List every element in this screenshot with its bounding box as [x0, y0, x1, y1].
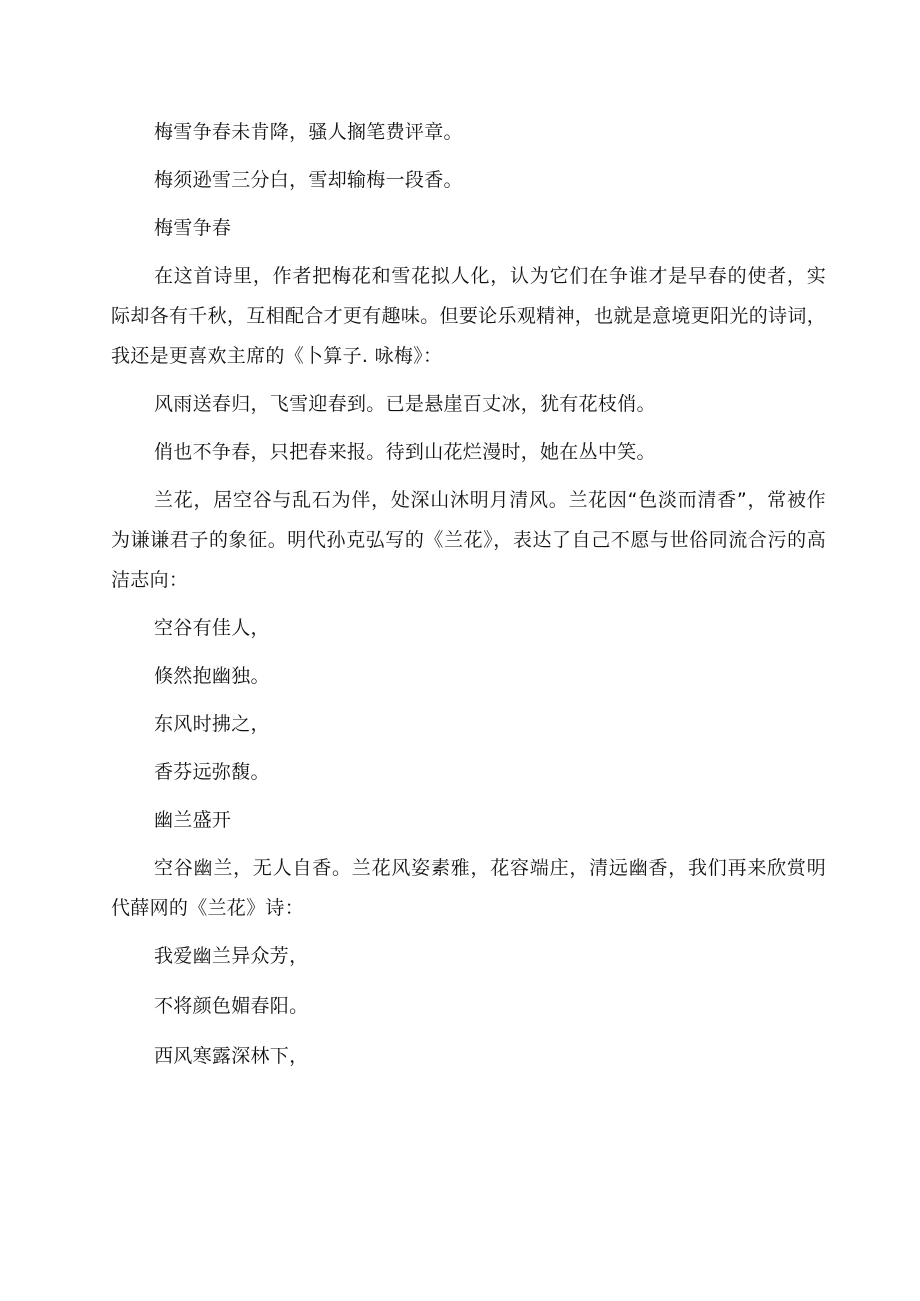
caption-line: 幽兰盛开: [154, 809, 232, 831]
poem-line: 倏然抱幽独。: [154, 665, 270, 687]
body-paragraph: 在这首诗里，作者把梅花和雪花拟人化，认为它们在争谁才是早春的使者，实际却各有千秋，互相配合才更有趣味。但要论乐观精神，也就是意境更阳光的诗词，我还是更喜欢主席的《卜算子. 咏梅》：: [111, 265, 826, 367]
poem-line: 梅雪争春未肯降，骚人搁笔费评章。: [154, 121, 463, 143]
poem-line: 西风寒露深林下，: [154, 1045, 309, 1067]
poem-line: 我爱幽兰异众芳，: [154, 945, 309, 967]
poem-line: 东风时拂之，: [154, 713, 270, 735]
poem-line: 风雨送春归，飞雪迎春到。已是悬崖百丈冰，犹有花枝俏。: [154, 393, 656, 415]
document-body: [111, 112, 826, 1076]
poem-line: 梅须逊雪三分白，雪却输梅一段香。: [154, 169, 463, 191]
caption-line: 梅雪争春: [154, 217, 232, 239]
poem-line: 香芬远弥馥。: [154, 761, 270, 783]
body-paragraph: 空谷幽兰，无人自香。兰花风姿素雅，花容端庄，清远幽香，我们再来欣赏明代薛网的《兰花》诗：: [111, 857, 826, 919]
poem-line: 空谷有佳人，: [154, 617, 270, 639]
poem-line: 不将颜色媚春阳。: [154, 995, 309, 1017]
poem-line: 俏也不争春，只把春来报。待到山花烂漫时，她在丛中笑。: [154, 441, 656, 463]
body-paragraph: 兰花，居空谷与乱石为伴，处深山沐明月清风。兰花因“色淡而清香”，常被作为谦谦君子的象征。明代孙克弘写的《兰花》，表达了自己不愿与世俗同流合污的高洁志向：: [111, 489, 826, 591]
